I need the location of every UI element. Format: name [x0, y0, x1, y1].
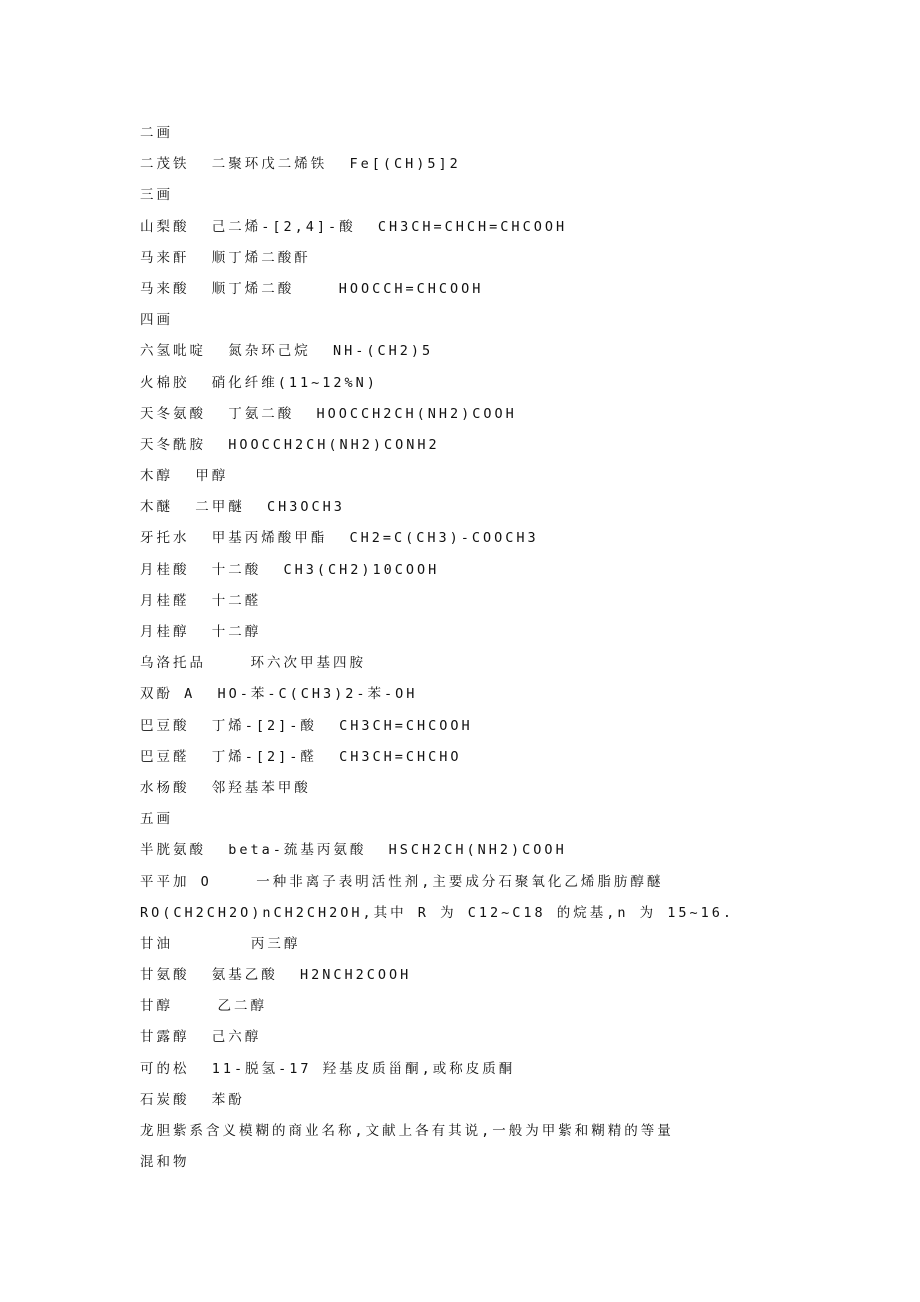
entry-line: 月桂醛 十二醛 — [140, 592, 262, 609]
entry-line: 马来酸 顺丁烯二酸 HOOCCH=CHCOOH — [140, 280, 484, 297]
entry-line: 乌洛托品 环六次甲基四胺 — [140, 655, 367, 672]
entry-line: 巴豆酸 丁烯-[2]-酸 CH3CH=CHCOOH — [140, 717, 473, 734]
entry-line: 甘氨酸 氨基乙酸 H2NCH2COOH — [140, 967, 412, 984]
section-heading-five-strokes: 五画 — [140, 811, 173, 828]
entry-line: 月桂醇 十二醇 — [140, 624, 262, 640]
entry-line: 牙托水 甲基丙烯酸甲酯 CH2=C(CH3)-COOCH3 — [140, 530, 539, 547]
section-heading-four-strokes: 四画 — [140, 312, 173, 329]
entry-line: 山梨酸 己二烯-[2,4]-酸 CH3CH=CHCH=CHCOOH — [140, 218, 568, 235]
section-heading-three-strokes: 三画 — [140, 187, 173, 204]
entry-line: 甘油 丙三醇 — [140, 935, 301, 952]
section-heading-two-strokes: 二画 — [140, 125, 173, 141]
entry-line: 木醚 二甲醚 CH3OCH3 — [140, 499, 345, 516]
entry-line: 甘露醇 己六醇 — [140, 1029, 262, 1046]
entry-line: 二茂铁 二聚环戊二烯铁 Fe[(CH)5]2 — [140, 156, 461, 173]
entry-line: 龙胆紫系含义模糊的商业名称,文献上各有其说,一般为甲紫和糊精的等量 — [140, 1123, 674, 1139]
entry-line: 可的松 11-脱氢-17 羟基皮质甾酮,或称皮质酮 — [140, 1060, 516, 1077]
entry-continuation-line: 混和物 — [140, 1154, 190, 1171]
entry-line: 水杨酸 邻羟基苯甲酸 — [140, 779, 311, 796]
entry-line: 六氢吡啶 氮杂环己烷 NH-(CH2)5 — [140, 343, 434, 360]
entry-line: 石炭酸 苯酚 — [140, 1091, 245, 1108]
entry-line: 月桂酸 十二酸 CH3(CH2)10COOH — [140, 561, 440, 578]
entry-line: 木醇 甲醇 — [140, 468, 229, 485]
entry-line: 双酚 A HO-苯-C(CH3)2-苯-OH — [140, 686, 418, 703]
entry-line: 火棉胶 硝化纤维(11~12%N) — [140, 374, 378, 391]
entry-line: 甘醇 乙二醇 — [140, 998, 268, 1015]
entry-line: 平平加 O 一种非离子表明活性剂,主要成分石聚氧化乙烯脂肪醇醚 — [140, 873, 664, 890]
entry-line: 马来酐 顺丁烯二酸酐 — [140, 249, 311, 266]
entry-continuation-line: RO(CH2CH2O)nCH2CH2OH,其中 R 为 C12~C18 的烷基,n 为 15~16. — [140, 904, 734, 921]
entry-line: 巴豆醛 丁烯-[2]-醛 CH3CH=CHCHO — [140, 748, 462, 765]
entry-line: 天冬氨酸 丁氨二酸 HOOCCH2CH(NH2)COOH — [140, 405, 517, 422]
entry-line: 半胱氨酸 beta-巯基丙氨酸 HSCH2CH(NH2)COOH — [140, 842, 567, 859]
entry-line: 天冬酰胺 HOOCCH2CH(NH2)CONH2 — [140, 436, 440, 453]
document-body — [140, 118, 800, 1178]
